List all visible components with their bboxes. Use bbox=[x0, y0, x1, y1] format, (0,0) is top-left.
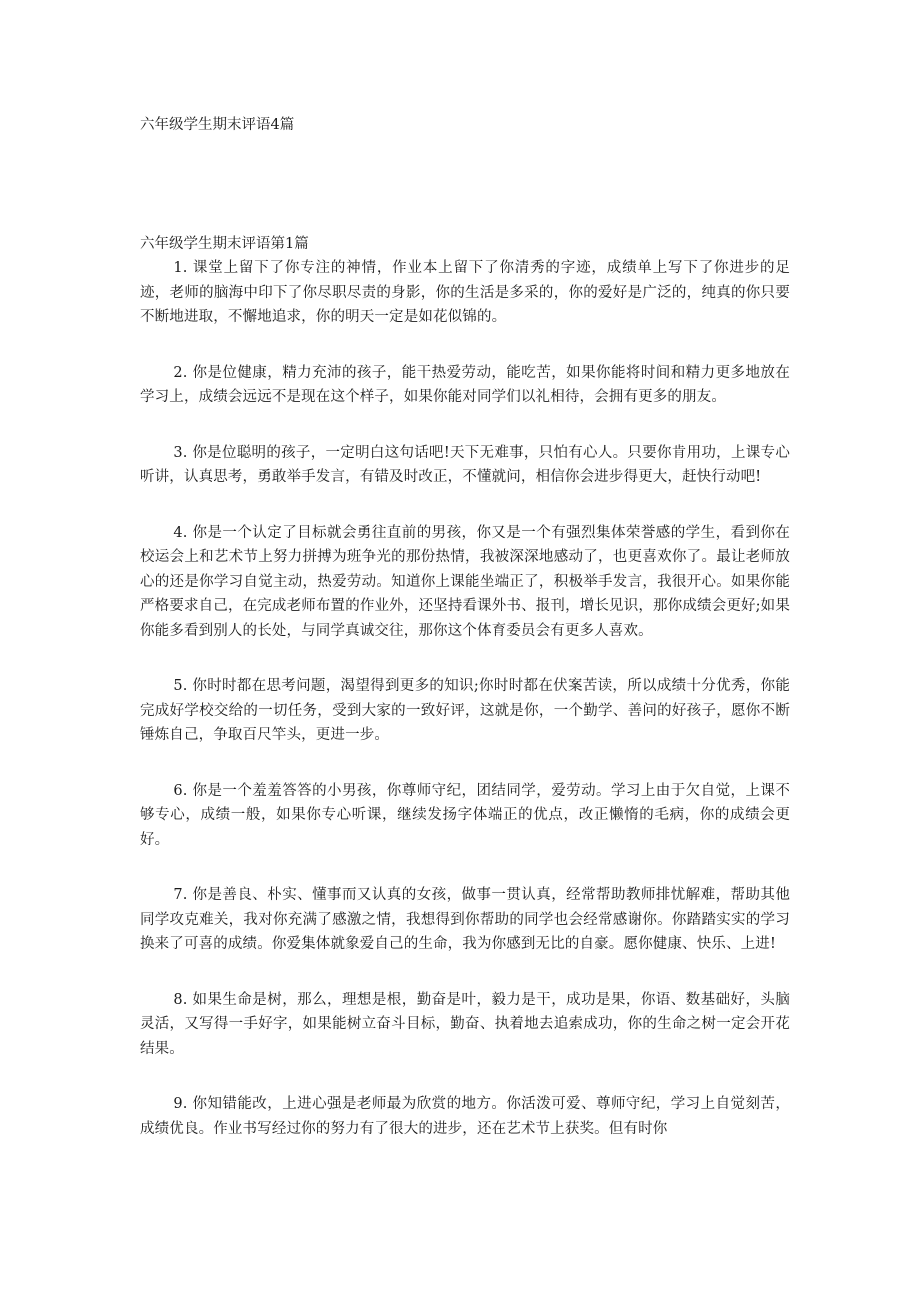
section-1 bbox=[140, 233, 790, 1172]
section-title: 六年级学生期末评语第1篇 bbox=[140, 236, 309, 252]
comment-item-9: 9. 你知错能改，上进心强是老师最为欣赏的地方。你活泼可爱、尊师守纪，学习上自觉刻苦，成绩优良。作业书写经过你的努力有了很大的进步，还在艺术节上获奖。但有时你 bbox=[140, 1096, 790, 1137]
comment-item-5: 5. 你时时都在思考问题，渴望得到更多的知识;你时时都在伏案苦读，所以成绩十分优秀，你能完成好学校交给的一切任务，受到大家的一致好评，这就是你，一个勤学、善问的好孩子，愿你不断锤炼自己，争取百尺竿头，更进一步。 bbox=[140, 678, 790, 743]
document-title: 六年级学生期末评语4篇 bbox=[140, 117, 295, 133]
comment-list bbox=[140, 256, 790, 1141]
comment-item-4: 4. 你是一个认定了目标就会勇往直前的男孩，你又是一个有强烈集体荣誉感的学生，看到你在校运会上和艺术节上努力拼搏为班争光的那份热情，我被深深地感动了，也更喜欢你了。最让老师放心的还是你学习自觉主动，热爱劳动。知道你上课能坐端正了，积极举手发言，我很开心。如果你能严格要求自己，在完成老师布置的作业外，还坚持看课外书、报刊，增长见识，那你成绩会更好;如果你能多看到别人的长处，与同学真诚交往，那你这个体育委员会有更多人喜欢。 bbox=[140, 524, 790, 639]
comment-item-2: 2. 你是位健康，精力充沛的孩子，能干热爱劳动，能吃苦，如果你能将时间和精力更多地放在学习上，成绩会远远不是现在这个样子，如果你能对同学们以礼相待，会拥有更多的朋友。 bbox=[140, 364, 790, 405]
comment-item-7: 7. 你是善良、朴实、懂事而又认真的女孩，做事一贯认真，经常帮助教师排忧解难，帮助其他同学攻克难关，我对你充满了感激之情，我想得到你帮助的同学也会经常感谢你。你踏踏实实的学习换来了可喜的成绩。你爱集体就象爱自己的生命，我为你感到无比的自豪。愿你健康、快乐、上进! bbox=[140, 887, 790, 952]
comment-item-8: 8. 如果生命是树，那么，理想是根，勤奋是叶，毅力是干，成功是果，你语、数基础好，头脑灵活，又写得一手好字，如果能树立奋斗目标，勤奋、执着地去追索成功，你的生命之树一定会开花结果。 bbox=[140, 991, 790, 1057]
comment-item-6: 6. 你是一个羞羞答答的小男孩，你尊师守纪，团结同学，爱劳动。学习上由于欠自觉，上课不够专心，成绩一般，如果你专心听课，继续发扬字体端正的优点，改正懒惰的毛病，你的成绩会更好。 bbox=[140, 782, 790, 848]
comment-item-1: 1. 课堂上留下了你专注的神情，作业本上留下了你清秀的字迹，成绩单上写下了你进步的足迹，老师的脑海中印下了你尽职尽责的身影，你的生活是多采的，你的爱好是广泛的，纯真的你只要不断地进取，不懈地追求，你的明天一定是如花似锦的。 bbox=[140, 260, 790, 325]
comment-item-3: 3. 你是位聪明的孩子，一定明白这句话吧!天下无难事，只怕有心人。只要你肯用功，上课专心听讲，认真思考，勇敢举手发言，有错及时改正，不懂就问，相信你会进步得更大，赶快行动吧! bbox=[140, 444, 790, 485]
